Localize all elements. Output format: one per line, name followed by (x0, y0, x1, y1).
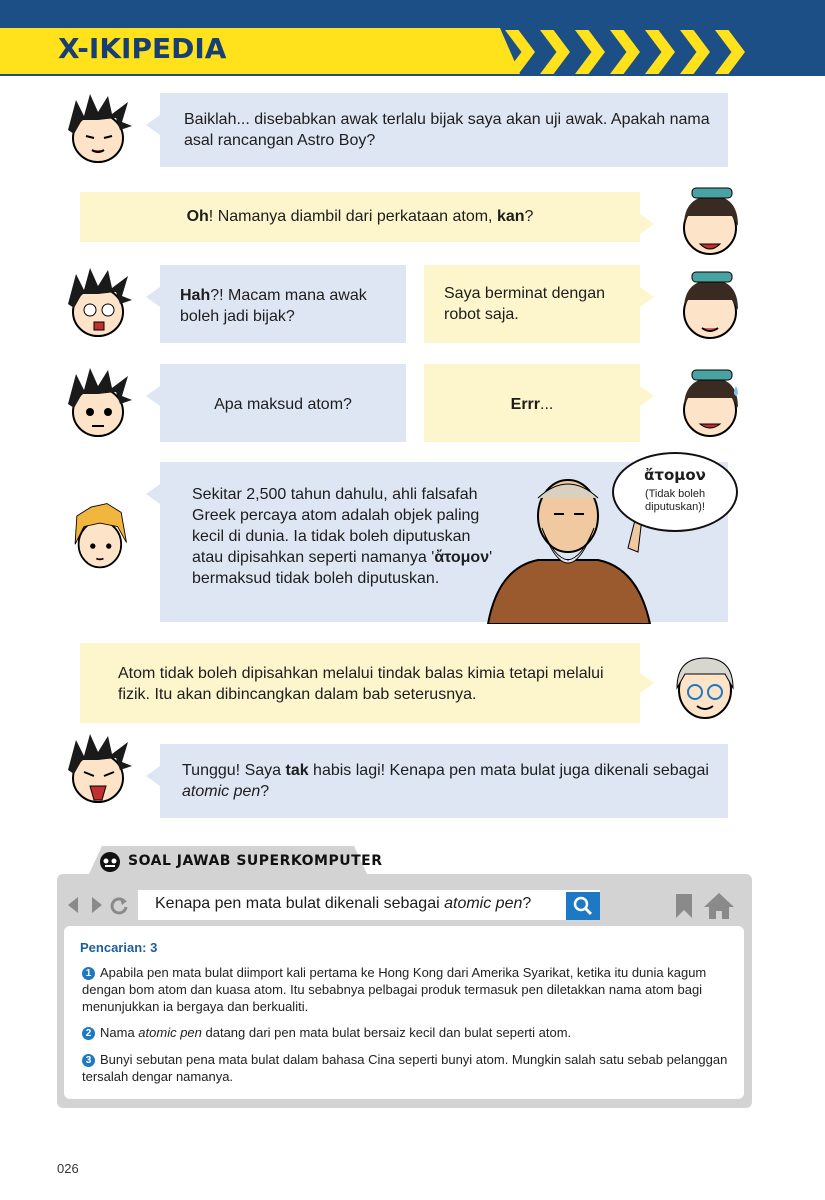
speech-text: Oh! Namanya diambil dari perkataan atom, kan? (186, 208, 534, 225)
speech-bubble (160, 744, 728, 818)
result-number: 3 (82, 1054, 95, 1067)
speech-text: Apa maksud atom? (214, 396, 352, 413)
robot-icon (98, 850, 122, 872)
blonde-character-face (60, 500, 138, 578)
search-icon (573, 896, 593, 916)
girl-character-face (672, 182, 750, 260)
speech-bubble (160, 364, 406, 442)
boy-character-face (58, 90, 136, 168)
thought-bubble (612, 452, 738, 532)
speech-text: Hah?! Macam mana awak boleh jadi bijak? (180, 287, 367, 325)
bookmark-icon[interactable] (675, 893, 693, 919)
speech-bubble (160, 265, 406, 343)
boy-surprised-face (58, 264, 136, 342)
speech-text: Tunggu! Saya tak habis lagi! Kenapa pen mata bulat juga dikenali sebagai atomic pen? (182, 762, 709, 800)
result-number: 1 (82, 967, 95, 980)
greek-meaning: (Tidak boleh diputuskan)! (644, 488, 706, 513)
speech-text: Baiklah... disebabkan awak terlalu bijak saya akan uji awak. Apakah nama asal rancangan Astro Boy? (184, 111, 710, 149)
boy-shouting-face (58, 730, 136, 808)
girl-smiling-face (672, 266, 750, 344)
section-title: SOAL JAWAB SUPERKOMPUTER (128, 853, 383, 869)
search-query[interactable]: Kenapa pen mata bulat dikenali sebagai atomic pen? (155, 895, 532, 912)
speech-bubble (160, 93, 728, 167)
greek-word: ἄτομον (644, 466, 706, 484)
forward-arrow-icon[interactable] (92, 897, 102, 913)
home-icon[interactable] (703, 892, 735, 920)
speech-bubble (424, 364, 640, 442)
professor-face (665, 648, 743, 726)
speech-bubble (80, 192, 640, 242)
speech-text: Sekitar 2,500 tahun dahulu, ahli falsafah Greek percaya atom adalah objek paling kecil di dunia. Ia tidak boleh diputuskan atau dipisahkan seperti namanya 'ἄτομον' bermaksud tidak boleh diputuskan. (192, 486, 493, 587)
speech-bubble (424, 265, 640, 343)
back-arrow-icon[interactable] (68, 897, 78, 913)
browser-nav-icons (66, 895, 130, 915)
speech-text: Errr... (510, 396, 554, 413)
search-button[interactable] (566, 892, 600, 920)
search-result: 2 Nama atomic pen datang dari pen mata bulat bersaiz kecil dan bulat seperti atom. (82, 1024, 732, 1041)
speech-bubble (80, 643, 640, 723)
page-number: 026 (57, 1161, 79, 1176)
page-title: X-IKIPEDIA (58, 32, 227, 65)
speech-text: Saya berminat dengan robot saja. (444, 285, 605, 323)
search-result: 1 Apabila pen mata bulat diimport kali pertama ke Hong Kong dari Amerika Syarikat, ketika itu dunia kagum dengan bom atom dan kuasa atom. Itu sebabnya pelbagai produk termasuk pen diletakkan nama atom bagi menunjukkan ia bergaya dan berkualiti. (82, 965, 707, 1014)
top-bar (0, 0, 825, 28)
result-number: 2 (82, 1027, 95, 1040)
results-count: Pencarian: 3 (80, 940, 158, 955)
speech-text: Atom tidak boleh dipisahkan melalui tindak balas kimia tetapi melalui fizik. Itu akan dibincangkan dalam bab seterusnya. (118, 665, 604, 703)
boy-confused-face (58, 364, 136, 442)
search-result: 3 Bunyi sebutan pena mata bulat dalam bahasa Cina seperti bunyi atom. Mungkin salah satu sebab pelanggan tersalah dengar namanya. (82, 1052, 728, 1084)
girl-nervous-face (672, 364, 750, 442)
